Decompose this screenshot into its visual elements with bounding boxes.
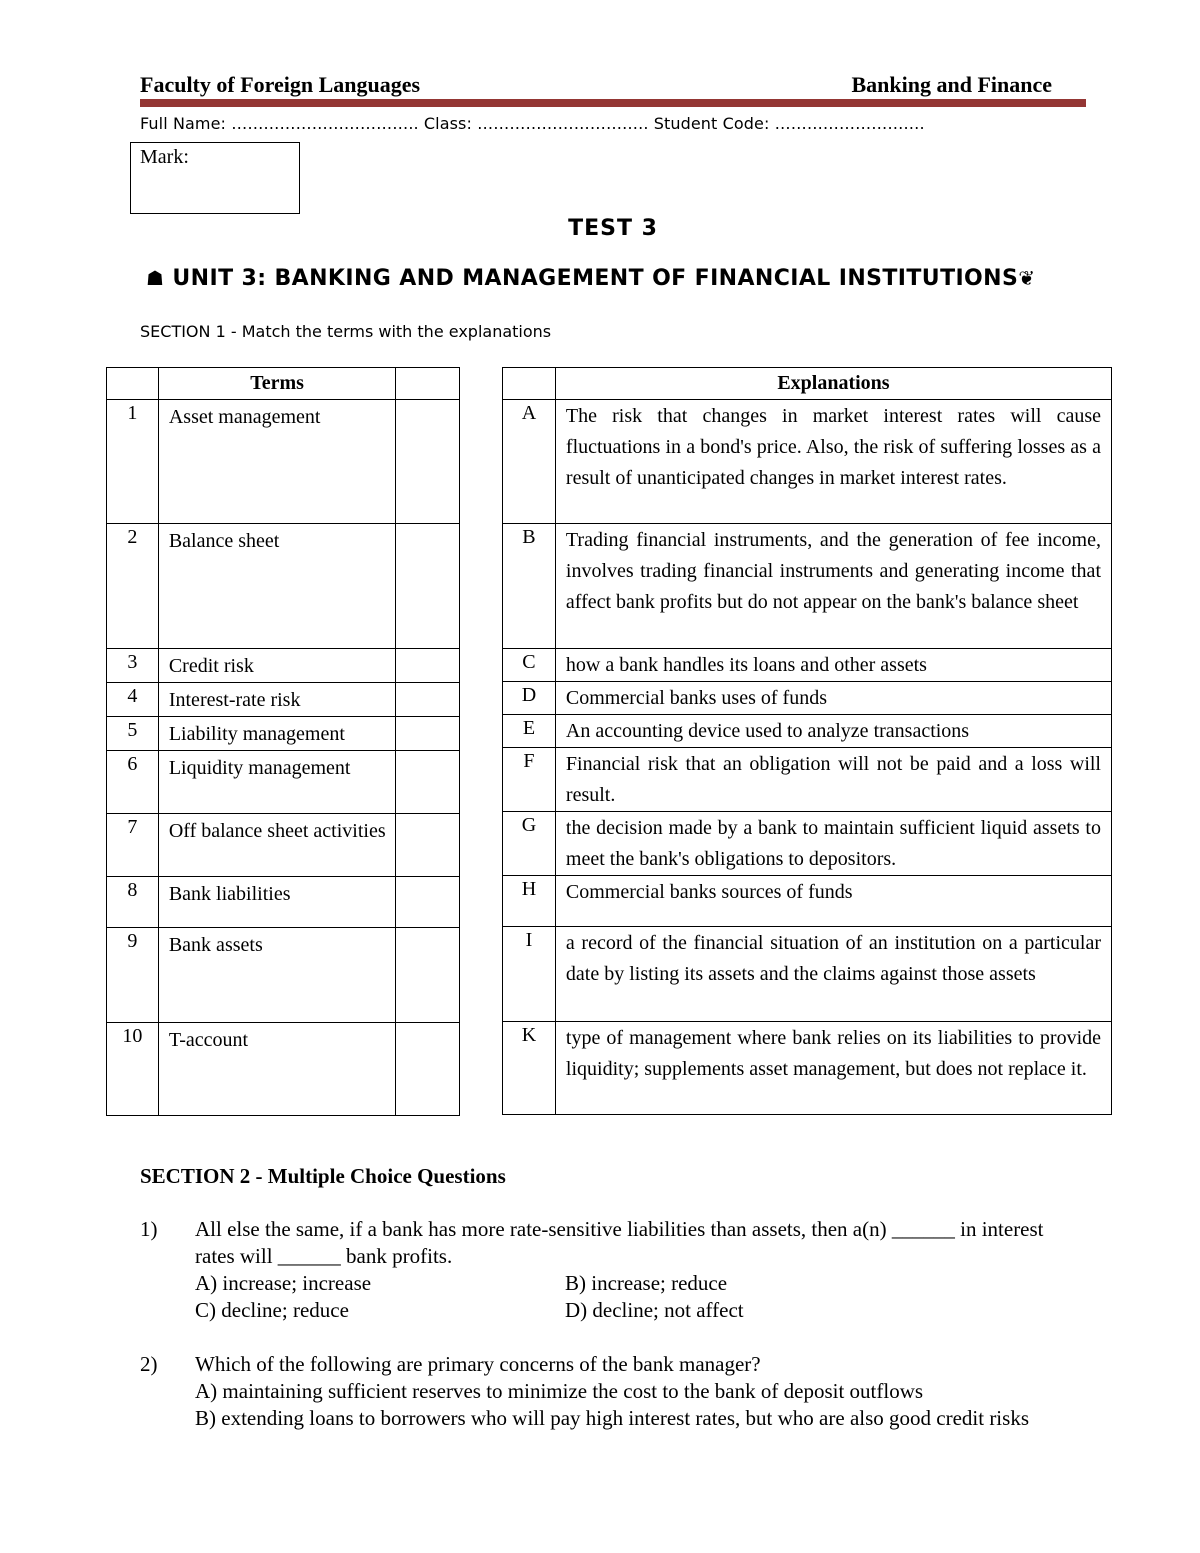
table-row bbox=[503, 682, 1112, 715]
question-body bbox=[195, 1351, 1085, 1432]
explanation-text: how a bank handles its loans and other assets bbox=[555, 649, 1111, 682]
explanation-letter: A bbox=[503, 400, 556, 524]
bookmark-icon: ☗ bbox=[146, 266, 165, 290]
option-a[interactable]: A) increase; increase bbox=[195, 1271, 372, 1295]
option-row bbox=[195, 1270, 1085, 1297]
terms-table bbox=[106, 367, 460, 1116]
answer-header-blank bbox=[396, 368, 460, 400]
question-text: Which of the following are primary concerns of the bank manager? bbox=[195, 1352, 761, 1376]
answer-cell[interactable] bbox=[396, 751, 460, 814]
table-row bbox=[107, 400, 460, 524]
option-c[interactable]: C) decline; reduce bbox=[195, 1298, 349, 1322]
answer-cell[interactable] bbox=[396, 877, 460, 928]
table-row bbox=[107, 1023, 460, 1116]
mark-label: Mark: bbox=[140, 146, 189, 168]
explanation-text: The risk that changes in market interest rates will cause fluctuations in a bond's price. Also, the risk of suffering losses as a result of unanticipated changes in market interest rates. bbox=[555, 400, 1111, 524]
table-row bbox=[503, 715, 1112, 748]
explanation-letter: D bbox=[503, 682, 556, 715]
student-info-line: Full Name: …………………………….. Class: ………………………….. Student Code: ………………………. bbox=[140, 114, 925, 133]
table-row bbox=[503, 876, 1112, 927]
table-row bbox=[107, 751, 460, 814]
term-number: 8 bbox=[107, 877, 159, 928]
explanation-letter: G bbox=[503, 812, 556, 876]
term-text: Interest-rate risk bbox=[158, 683, 395, 717]
term-text: Liability management bbox=[158, 717, 395, 751]
table-row bbox=[503, 812, 1112, 876]
explanation-letter: F bbox=[503, 748, 556, 812]
explanation-text: a record of the financial situation of an institution on a particular date by listing its assets and the claims against those assets bbox=[555, 927, 1111, 1022]
answer-cell[interactable] bbox=[396, 1023, 460, 1116]
answer-cell[interactable] bbox=[396, 683, 460, 717]
term-text: Bank assets bbox=[158, 928, 395, 1023]
term-number: 6 bbox=[107, 751, 159, 814]
answer-cell[interactable] bbox=[396, 928, 460, 1023]
explanation-text: An accounting device used to analyze transactions bbox=[555, 715, 1111, 748]
term-number: 1 bbox=[107, 400, 159, 524]
table-row bbox=[107, 524, 460, 649]
option-row bbox=[195, 1297, 1085, 1324]
term-text: Credit risk bbox=[158, 649, 395, 683]
table-row bbox=[107, 814, 460, 877]
explanation-text: Financial risk that an obligation will not be paid and a loss will result. bbox=[555, 748, 1111, 812]
section2-heading: SECTION 2 - Multiple Choice Questions bbox=[140, 1164, 506, 1188]
question-number: 1) bbox=[140, 1217, 158, 1241]
explanations-header-row bbox=[503, 368, 1112, 400]
explanation-text: the decision made by a bank to maintain sufficient liquid assets to meet the bank's obligations to depositors. bbox=[555, 812, 1111, 876]
option-b[interactable]: B) increase; reduce bbox=[565, 1271, 728, 1295]
header-rule bbox=[140, 99, 1086, 107]
term-text: Asset management bbox=[158, 400, 395, 524]
term-number: 4 bbox=[107, 683, 159, 717]
terms-header-row bbox=[107, 368, 460, 400]
explanations-header-blank bbox=[503, 368, 556, 400]
explanation-letter: E bbox=[503, 715, 556, 748]
table-row bbox=[107, 683, 460, 717]
table-row bbox=[503, 524, 1112, 649]
explanation-letter: I bbox=[503, 927, 556, 1022]
course-name: Banking and Finance bbox=[851, 72, 1052, 97]
term-text: Liquidity management bbox=[158, 751, 395, 814]
term-number: 5 bbox=[107, 717, 159, 751]
term-text: T-account bbox=[158, 1023, 395, 1116]
explanation-text: Commercial banks sources of funds bbox=[555, 876, 1111, 927]
answer-cell[interactable] bbox=[396, 524, 460, 649]
explanation-text: type of management where bank relies on its liabilities to provide liquidity; supplements asset management, but does not replace it. bbox=[555, 1022, 1111, 1115]
explanation-letter: K bbox=[503, 1022, 556, 1115]
term-number: 2 bbox=[107, 524, 159, 649]
explanation-letter: H bbox=[503, 876, 556, 927]
option-a[interactable]: A) maintaining sufficient reserves to minimize the cost to the bank of deposit outflows bbox=[195, 1379, 924, 1403]
table-row bbox=[107, 649, 460, 683]
term-number: 7 bbox=[107, 814, 159, 877]
explanation-text: Trading financial instruments, and the generation of fee income, involves trading financial instruments and generating income that affect bank profits but do not appear on the bank's balance sheet bbox=[555, 524, 1111, 649]
mark-box bbox=[130, 142, 300, 214]
term-text: Off balance sheet activities bbox=[158, 814, 395, 877]
table-row bbox=[503, 649, 1112, 682]
question-text: All else the same, if a bank has more rate-sensitive liabilities than assets, then a(n) ______ in interest rates will ______ bank profits. bbox=[195, 1217, 1044, 1268]
explanations-table bbox=[502, 367, 1112, 1115]
term-number: 3 bbox=[107, 649, 159, 683]
explanation-letter: B bbox=[503, 524, 556, 649]
flower-ornament-icon: ❦ bbox=[1018, 266, 1036, 290]
faculty-name: Faculty of Foreign Languages bbox=[140, 72, 421, 97]
explanation-letter: C bbox=[503, 649, 556, 682]
section1-heading: SECTION 1 - Match the terms with the explanations bbox=[140, 322, 552, 341]
table-row bbox=[107, 717, 460, 751]
table-row bbox=[503, 927, 1112, 1022]
option-b[interactable]: B) extending loans to borrowers who will pay high interest rates, but who are also good credit risks bbox=[195, 1406, 1029, 1430]
question-body bbox=[195, 1216, 1085, 1324]
table-row bbox=[503, 748, 1112, 812]
option-d[interactable]: D) decline; not affect bbox=[565, 1298, 744, 1322]
answer-cell[interactable] bbox=[396, 649, 460, 683]
term-text: Bank liabilities bbox=[158, 877, 395, 928]
term-number: 10 bbox=[107, 1023, 159, 1116]
explanation-text: Commercial banks uses of funds bbox=[555, 682, 1111, 715]
question-1 bbox=[140, 1216, 1090, 1326]
question-2 bbox=[140, 1351, 1090, 1461]
test-title: TEST 3 bbox=[568, 216, 658, 241]
table-row bbox=[503, 1022, 1112, 1115]
term-text: Balance sheet bbox=[158, 524, 395, 649]
term-number: 9 bbox=[107, 928, 159, 1023]
answer-cell[interactable] bbox=[396, 717, 460, 751]
answer-cell[interactable] bbox=[396, 400, 460, 524]
table-row bbox=[503, 400, 1112, 524]
table-row bbox=[107, 877, 460, 928]
explanations-header: Explanations bbox=[555, 368, 1111, 400]
terms-header: Terms bbox=[158, 368, 395, 400]
unit-title bbox=[146, 266, 1035, 291]
terms-header-blank bbox=[107, 368, 159, 400]
answer-cell[interactable] bbox=[396, 814, 460, 877]
unit-title-text: UNIT 3: BANKING AND MANAGEMENT OF FINANCIAL INSTITUTIONS bbox=[172, 266, 1019, 291]
table-row bbox=[107, 928, 460, 1023]
question-number: 2) bbox=[140, 1352, 158, 1376]
